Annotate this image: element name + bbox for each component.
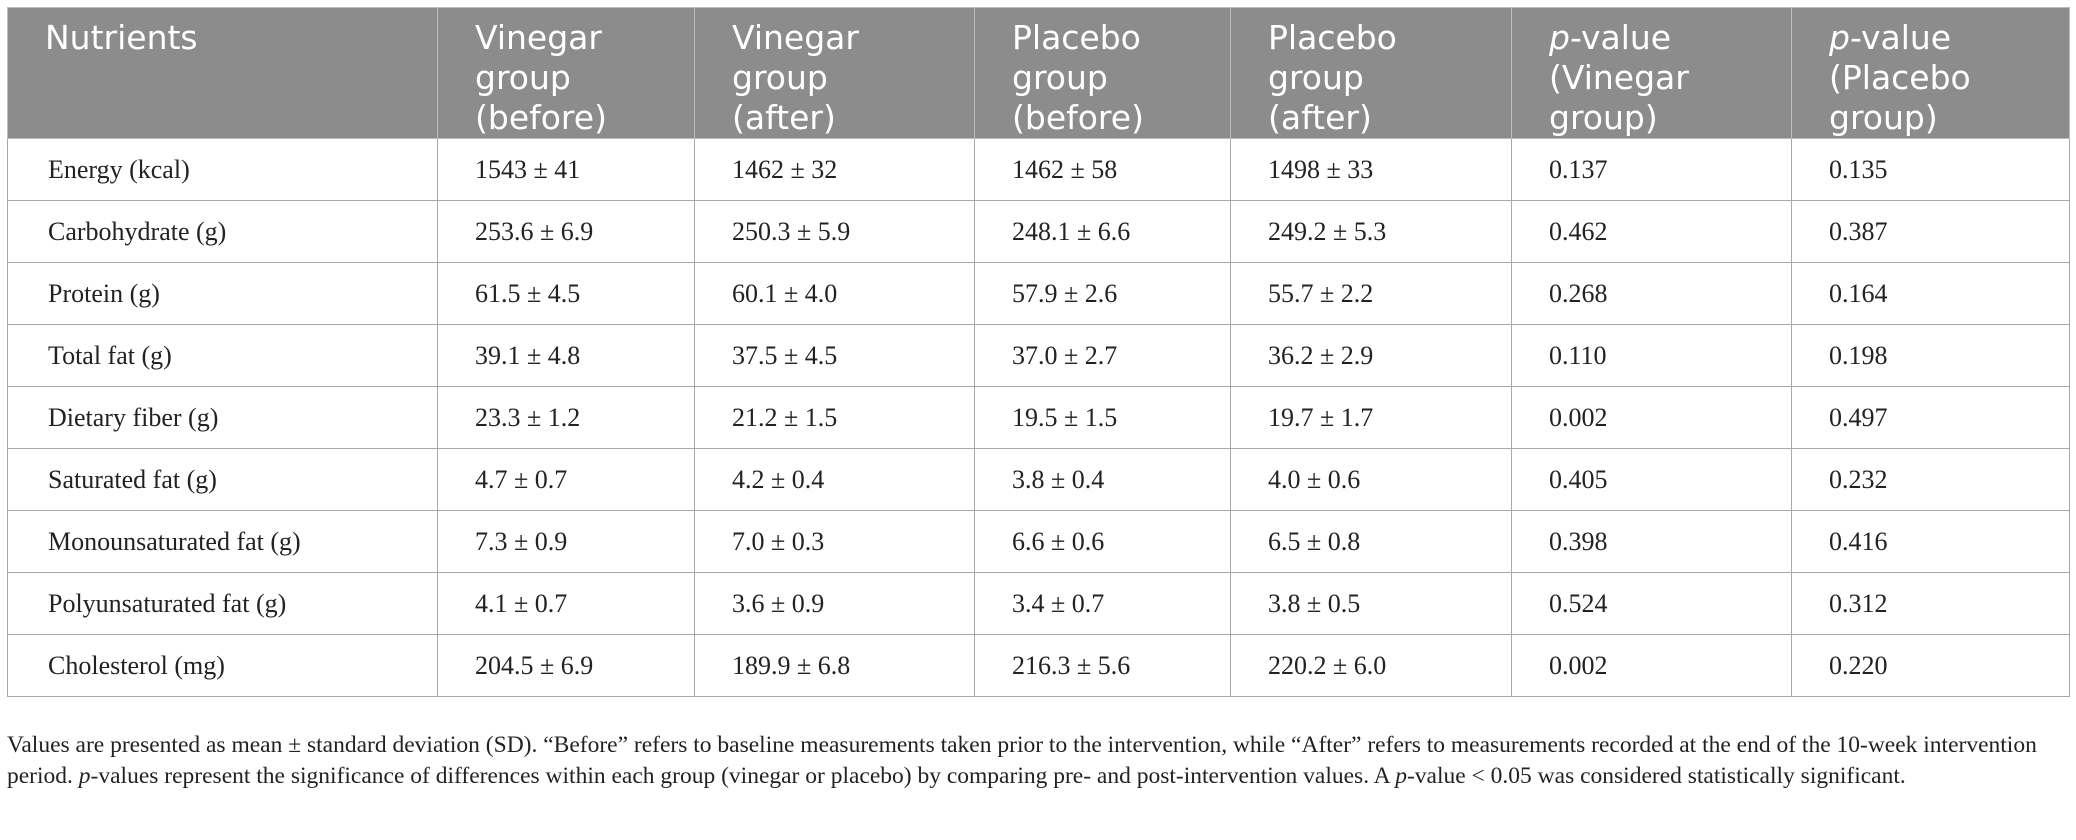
cell-vinegar-after: 60.1 ± 4.0 [695, 263, 975, 325]
header-line: (after) [732, 98, 836, 137]
cell-pvalue-placebo: 0.232 [1792, 449, 2070, 511]
header-line: group) [1549, 98, 1658, 137]
header-line: Vinegar [475, 18, 602, 57]
cell-vinegar-before: 7.3 ± 0.9 [438, 511, 695, 573]
cell-vinegar-before: 23.3 ± 1.2 [438, 387, 695, 449]
header-line: group [732, 58, 828, 97]
header-row [8, 8, 2070, 139]
cell-pvalue-vinegar: 0.398 [1512, 511, 1792, 573]
header-p-italic: p [1829, 18, 1850, 57]
cell-vinegar-after: 189.9 ± 6.8 [695, 635, 975, 697]
cell-placebo-before: 248.1 ± 6.6 [975, 201, 1231, 263]
cell-pvalue-placebo: 0.198 [1792, 325, 2070, 387]
table-row [8, 511, 2070, 573]
footnote-text: -value < 0.05 was considered statistically significant. [1406, 763, 1906, 789]
nutrient-table [7, 7, 2070, 697]
cell-nutrient: Protein (g) [8, 263, 438, 325]
header-line: -value [1849, 18, 1952, 57]
cell-placebo-after: 6.5 ± 0.8 [1231, 511, 1512, 573]
cell-placebo-after: 55.7 ± 2.2 [1231, 263, 1512, 325]
table-footnote [7, 730, 2069, 792]
cell-pvalue-vinegar: 0.405 [1512, 449, 1792, 511]
cell-nutrient: Dietary fiber (g) [8, 387, 438, 449]
table-row [8, 139, 2070, 201]
cell-pvalue-placebo: 0.312 [1792, 573, 2070, 635]
header-line: group [475, 58, 571, 97]
cell-vinegar-before: 4.7 ± 0.7 [438, 449, 695, 511]
cell-placebo-after: 1498 ± 33 [1231, 139, 1512, 201]
cell-vinegar-before: 204.5 ± 6.9 [438, 635, 695, 697]
cell-placebo-before: 6.6 ± 0.6 [975, 511, 1231, 573]
cell-placebo-before: 3.4 ± 0.7 [975, 573, 1231, 635]
header-nutrients-line: Nutrients [45, 18, 198, 57]
cell-placebo-before: 57.9 ± 2.6 [975, 263, 1231, 325]
cell-nutrient: Saturated fat (g) [8, 449, 438, 511]
table-body [8, 139, 2070, 697]
cell-pvalue-vinegar: 0.002 [1512, 387, 1792, 449]
header-line: (before) [475, 98, 607, 137]
cell-nutrient: Total fat (g) [8, 325, 438, 387]
cell-pvalue-vinegar: 0.462 [1512, 201, 1792, 263]
cell-vinegar-before: 1543 ± 41 [438, 139, 695, 201]
footnote-text: -values represent the significance of differences within each group (vinegar or placebo) by comparing pre- and post-intervention values. A [90, 763, 1396, 789]
header-pvalue-placebo [1792, 8, 2070, 139]
cell-pvalue-placebo: 0.497 [1792, 387, 2070, 449]
header-placebo-after [1231, 8, 1512, 139]
cell-placebo-after: 249.2 ± 5.3 [1231, 201, 1512, 263]
cell-pvalue-placebo: 0.164 [1792, 263, 2070, 325]
header-line: Vinegar [732, 18, 859, 57]
table-row [8, 449, 2070, 511]
cell-nutrient: Cholesterol (mg) [8, 635, 438, 697]
cell-nutrient: Monounsaturated fat (g) [8, 511, 438, 573]
header-line: (before) [1012, 98, 1144, 137]
cell-pvalue-vinegar: 0.110 [1512, 325, 1792, 387]
cell-vinegar-before: 39.1 ± 4.8 [438, 325, 695, 387]
header-placebo-before [975, 8, 1231, 139]
header-line: (Placebo [1829, 58, 1971, 97]
cell-placebo-before: 1462 ± 58 [975, 139, 1231, 201]
table-row [8, 325, 2070, 387]
table-header [8, 8, 2070, 139]
cell-nutrient: Energy (kcal) [8, 139, 438, 201]
cell-nutrient: Carbohydrate (g) [8, 201, 438, 263]
cell-placebo-after: 4.0 ± 0.6 [1231, 449, 1512, 511]
cell-pvalue-placebo: 0.220 [1792, 635, 2070, 697]
table-row [8, 263, 2070, 325]
header-vinegar-before [438, 8, 695, 139]
cell-placebo-after: 36.2 ± 2.9 [1231, 325, 1512, 387]
cell-vinegar-after: 21.2 ± 1.5 [695, 387, 975, 449]
cell-vinegar-after: 37.5 ± 4.5 [695, 325, 975, 387]
table-row [8, 635, 2070, 697]
table-row [8, 573, 2070, 635]
cell-pvalue-placebo: 0.387 [1792, 201, 2070, 263]
cell-pvalue-vinegar: 0.137 [1512, 139, 1792, 201]
footnote-p-italic: p [78, 763, 91, 789]
cell-placebo-after: 220.2 ± 6.0 [1231, 635, 1512, 697]
cell-pvalue-placebo: 0.135 [1792, 139, 2070, 201]
header-line: group [1012, 58, 1108, 97]
cell-placebo-before: 37.0 ± 2.7 [975, 325, 1231, 387]
cell-pvalue-placebo: 0.416 [1792, 511, 2070, 573]
nutrient-table-container [7, 7, 2069, 697]
header-line: (Vinegar [1549, 58, 1689, 97]
header-line: Placebo [1012, 18, 1141, 57]
table-row [8, 201, 2070, 263]
cell-vinegar-before: 61.5 ± 4.5 [438, 263, 695, 325]
footnote-text: Values are presented as mean ± standard deviation (SD). “Before” refers to baseline measurements taken prior to the intervention, while “After” refers to measurements recorded at the end of the 10-week intervention period. [7, 732, 2037, 789]
header-vinegar-after [695, 8, 975, 139]
cell-vinegar-before: 4.1 ± 0.7 [438, 573, 695, 635]
header-line: -value [1569, 18, 1672, 57]
cell-placebo-after: 3.8 ± 0.5 [1231, 573, 1512, 635]
header-pvalue-vinegar [1512, 8, 1792, 139]
cell-vinegar-after: 3.6 ± 0.9 [695, 573, 975, 635]
header-line: (after) [1268, 98, 1372, 137]
header-line: group) [1829, 98, 1938, 137]
footnote-p-italic: p [1395, 763, 1407, 789]
cell-pvalue-vinegar: 0.524 [1512, 573, 1792, 635]
header-p-italic: p [1549, 18, 1570, 57]
cell-vinegar-before: 253.6 ± 6.9 [438, 201, 695, 263]
cell-placebo-before: 216.3 ± 5.6 [975, 635, 1231, 697]
table-row [8, 387, 2070, 449]
cell-pvalue-vinegar: 0.268 [1512, 263, 1792, 325]
cell-vinegar-after: 250.3 ± 5.9 [695, 201, 975, 263]
header-nutrients [8, 8, 438, 139]
cell-nutrient: Polyunsaturated fat (g) [8, 573, 438, 635]
header-line: group [1268, 58, 1364, 97]
cell-pvalue-vinegar: 0.002 [1512, 635, 1792, 697]
header-line: Placebo [1268, 18, 1397, 57]
cell-placebo-before: 3.8 ± 0.4 [975, 449, 1231, 511]
cell-placebo-after: 19.7 ± 1.7 [1231, 387, 1512, 449]
cell-vinegar-after: 7.0 ± 0.3 [695, 511, 975, 573]
cell-vinegar-after: 1462 ± 32 [695, 139, 975, 201]
cell-vinegar-after: 4.2 ± 0.4 [695, 449, 975, 511]
cell-placebo-before: 19.5 ± 1.5 [975, 387, 1231, 449]
